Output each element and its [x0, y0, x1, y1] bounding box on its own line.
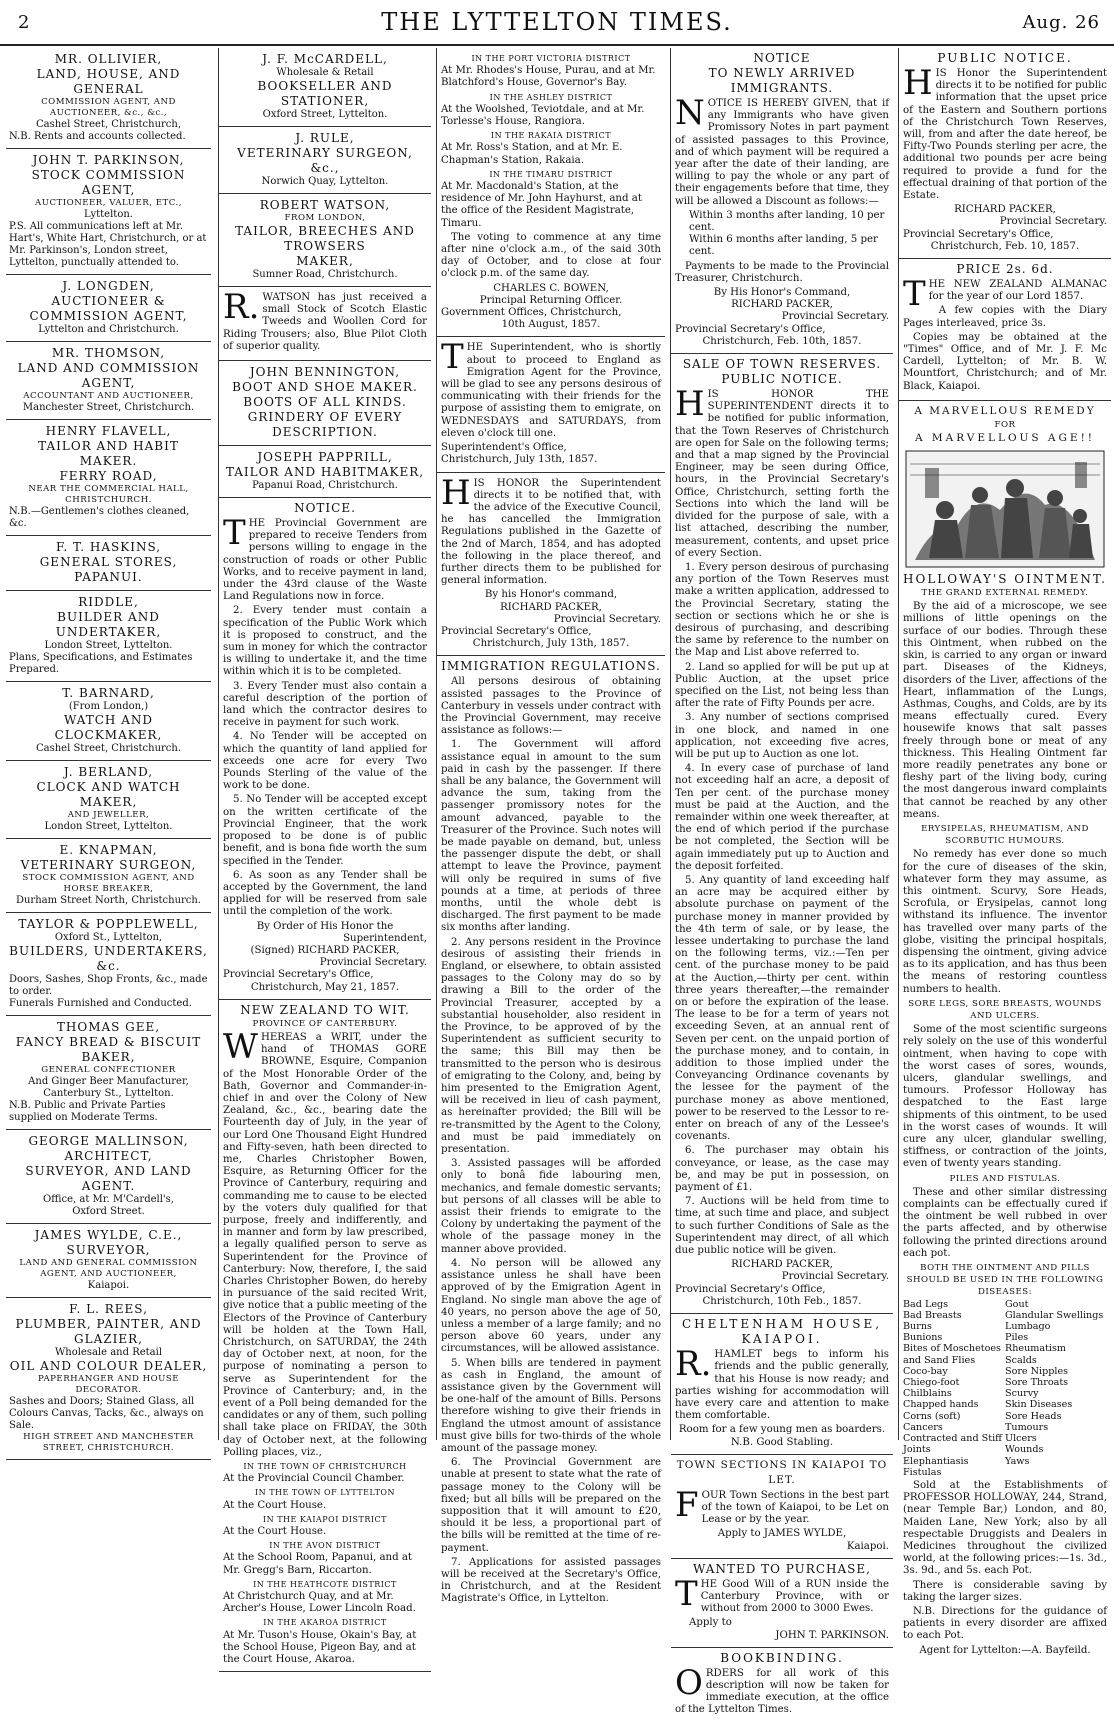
- drop-cap: R.: [223, 287, 260, 327]
- disease-item: Sore Nipples: [1005, 1365, 1069, 1377]
- district-heading: IN THE RAKAIA DISTRICT: [490, 131, 612, 141]
- writ-notice: NEW ZEALAND TO WIT. PROVINCE OF CANTERBURY. WHEREAS a WRIT, under the hand of THOMAS GORE BROWNE, Esquire, Companion of the Most Honorable Order of the Bath, Governor and Commander-in-chief in and over the Colony of New Zealand, &c., &c., bearing date the Fourteenth day of July, in the year of our Lord One Thousand Eight Hundred and Fifty-seven, hath been directed to me, Charles Christopher Bowen, Esquire, as Returning Officer for the Province of Canterbury, requiring and commanding me to cause to be elected by the voters duly qualified for that purpose, freely and indifferently, and in manner and form by law prescribed, a legally qualified person to serve as Superintendent for the Province of Canterbury: Now, therefore, I, the said Charles Christopher Bowen, do hereby in pursuance of the said recited Writ, give notice that a public meeting of the Electors of the Province of Canterbury will be holden at the Town Hall, Christchurch, on SATURDAY, the 24th day of October next, at noon, for the purpose of nominating a person to serve as Superintendent for the Province of Canterbury; and, in the event of a Poll being demanded for the candidates or any of them, such polling shall take place on FRIDAY, the 30th day of October next, at the following Polling places, viz., IN THE TOWN OF CHRISTCHURCH At the Provincial Council Chamber. IN THE TOWN OF LYTTELTON At the Court House. IN THE KAIAPOI DISTRICT At the Court House. IN THE AVON DISTRICT At the School Room, Papanui, and at Mr. Gregg's Barn, Riccarton. IN THE HEATHCOTE DISTRICT At Christchurch Quay, and at Mr. Archer's House, Lower Lincoln Road. IN THE AKAROA DISTRICT At Mr. Tuson's House, Okain's Bay, at the School House, Pigeon Bay, and at the Court House, Akaroa.: [219, 1000, 431, 1673]
- disease-item: Bunions: [903, 1332, 943, 1344]
- advertiser-name: MR. OLLIVIER,: [54, 52, 163, 66]
- drop-cap: T: [223, 513, 246, 554]
- disease-item: Chapped hands: [903, 1399, 979, 1411]
- drop-cap: F: [675, 1484, 699, 1525]
- disease-item: Sore Throats: [1005, 1377, 1069, 1389]
- disease-item: Lumbago: [1005, 1321, 1051, 1333]
- advertiser-name: F. L. REES,: [69, 1302, 148, 1316]
- business-card-ad: MR. OLLIVIER, LAND, HOUSE, AND GENERAL COMMISSION AGENT, AND AUCTIONEER, &c., &c., Cashel Street, Christchurch, N.B. Rents and accounts collected.: [6, 48, 211, 149]
- advertiser-name: JAMES WYLDE, C.E.,: [34, 1228, 183, 1242]
- business-card-ad: J. F. McCARDELL, Wholesale & Retail BOOKSELLER AND STATIONER, Oxford Street, Lyttelton.: [219, 48, 431, 127]
- bookbinding-ad: BOOKBINDING. ORDERS for all work of this description will now be taken for immediate execution, at the office of the Lyttelton Times.: [675, 1650, 889, 1716]
- business-card-ad: RIDDLE, BUILDER AND UNDERTAKER, London Street, Lyttelton. Plans, Specifications, and Estimates Prepared.: [6, 591, 211, 682]
- advertiser-name: JOHN BENNINGTON,: [249, 365, 401, 380]
- disease-item: Chilblains: [903, 1388, 952, 1400]
- issue-date: Aug. 26: [1022, 12, 1100, 33]
- business-card-ad: ROBERT WATSON, FROM LONDON, TAILOR, BREECHES AND TROWSERS MAKER, Sumner Road, Christchurch.: [219, 194, 431, 287]
- disease-item: Corns (soft): [903, 1410, 961, 1422]
- business-card-ad: J. LONGDEN, AUCTIONEER & COMMISSION AGENT, Lyttelton and Christchurch.: [6, 275, 211, 342]
- disease-item: Burns: [903, 1321, 932, 1333]
- disease-item: Wounds: [1005, 1444, 1044, 1456]
- advertiser-name: RIDDLE,: [78, 595, 139, 609]
- disease-item: Scurvy: [1005, 1388, 1039, 1400]
- notice-heading: IMMIGRATION REGULATIONS.: [441, 659, 661, 674]
- business-card-ad: JOHN T. PARKINSON, STOCK COMMISSION AGENT, AUCTIONEER, VALUER, ETC., Lyttelton. P.S. All communications left at Mr. Hart's, White Hart, Christchurch, or at Mr. Parkinson's, London street, Lyttelton, punctually attended to.: [6, 149, 211, 275]
- holloway-ointment-ad: A MARVELLOUS REMEDY FOR A MARVELLOUS AGE!! HOLLOWAY'S OINTMENT. THE GRAND EXTERNAL REMEDY. By the aid of a microscope, we see millions of little openings on the surface of our bodies. Through these this Ointment, when rubbed on the skin, is carried to any organ or inward part. Diseases of the Kidneys, disorders of the Liver, affections of the Heart, inflammation of the Lungs, Asthmas, Coughs, and Colds, are by its means effectually cured. Every housewife knows that salt passes freely through bone or meat of any thickness. This Healing Ointment far more readily penetrates any bone or fleshy part of the living body, curing the most dangerous inward complaints that cannot be reached by any other means. ERYSIPELAS, RHEUMATISM, AND SCORBUTIC HUMOURS. No remedy has ever done so much for the cure of diseases of the skin, whatever form they may assume, as this ointment. Scurvy, Sore Heads, Scrofula, or Erysipelas, cannot long withstand its influence. The inventor has travelled over many parts of the globe, visiting the principal hospitals, dispensing the ointment, giving advice as to its application, and has thus been the means of restoring countless numbers to health. SORE LEGS, SORE BREASTS, WOUNDS AND ULCERS. Some of the most scientific surgeons rely solely on the use of this wonderful ointment, when having to cope with the worst cases of sores, wounds, ulcers, glandular swellings, and tumours. Professor Holloway has despatched to the East large shipments of this ointment, to be used in the worst cases of wounds. It will cure any ulcer, glandular swelling, stiffness, or contraction of the joints, even of twenty years standing. PILES AND FISTULAS. These and other similar distressing complaints can be effectually cured if the ointment be well rubbed in over the parts affected, and by otherwise following the printed directions around each pot. BOTH THE OINTMENT AND PILLS SHOULD BE USED IN THE FOLLOWING DISEASES: Bad Legs Bad Breasts Burns Bunions Bites of Moschetoes and Sand Flies Coco-bay Chiego-foot Chilblains Chapped hands Corns (soft) Cancers Contracted and Stiff Joints Elephantiasis Fistulas Gout Glandular Swellings Lumbago Piles Rheumatism Scalds Sore Nipples Sore Throats Scurvy Skin Diseases Sore Heads Tumours Ulcers Wounds Yaws Sold at the Establishments of PROFESSOR HOLLOWAY, 244, Strand, (near Temple Bar,) London, and 80, Maiden Lane, New York; also by all respectable Druggists and Dealers in Medicines throughout the civilized world, at the following prices:—1s. 3d., 3s. 9d., and 5s. each Pot. There is considerable saving by taking the larger sizes. N.B. Directions for the guidance of patients in every disorder are affixed to each Pot. Agent for Lyttelton:—A. Bayfeild.: [903, 404, 1107, 1656]
- disease-item: Glandular Swellings: [1005, 1309, 1104, 1321]
- drop-cap: H: [675, 384, 705, 425]
- disease-item: Bad Breasts: [903, 1309, 962, 1321]
- wanted-to-purchase-ad: WANTED TO PURCHASE, THE Good Will of a RUN inside the Canterbury Province, with or without from 2000 to 3000 Ewes. Apply to JOHN T. PARKINSON.: [671, 1559, 893, 1648]
- kaiapoi-sections-ad: TOWN SECTIONS IN KAIAPOI TO LET. FOUR Town Sections in the best part of the town of Kaiapoi, to be Let on Lease or by the year. Apply to JAMES WYLDE, Kaiapoi.: [671, 1455, 893, 1559]
- business-card-ad: J. RULE, VETERINARY SURGEON, &c., Norwich Quay, Lyttelton.: [219, 127, 431, 194]
- advertiser-name: JOSEPH PAPPRILL,: [257, 450, 393, 465]
- advertiser-name: GEORGE MALLINSON,: [28, 1134, 189, 1148]
- column-4: [670, 48, 893, 1716]
- disease-item: Cancers: [903, 1421, 943, 1433]
- honor-notice: HIS HONOR the Superintendent directs it to be notified that, with the advice of the Executive Council, he has cancelled the Immigration Regulations published in the Gazette of the 2nd of March, 1854, and has adopted the following in the place thereof, and further directs them to be published for general information. By his Honor's command, RICHARD PACKER, Provincial Secretary. Provincial Secretary's Office, Christchurch, July 13th, 1857.: [437, 473, 665, 657]
- town-reserves-notice: SALE OF TOWN RESERVES. PUBLIC NOTICE. HIS HONOR THE SUPERINTENDENT directs it to be notified for public information, that the Town Reserves of Christchurch are open for Sale on the following terms; and that a map signed by the Provincial Engineer, may be seen during Office, hours, in the Provincial Secretary's Office, Christchurch, setting forth the Sections into which the land will be divided for the purpose of sale, with a list attached, describing the number, measurement, contents, and upset price of every Section. 1. Every person desirous of purchasing any portion of the Town Reserves must make a written application, addressed to the Provincial Secretary, stating the section or sections which he or she is desirous of purchasing, and describing the same by reference to the number on the Map and List above referred to. 2. Land so applied for will be put up at Public Auction, at the upset price specified on the List, not being less than after the rate of Fifty Pounds per acre. 3. Any number of sections comprised in one block, and named in one application, not exceeding five acres, will be put up to Auction as one lot. 4. In every case of purchase of land not exceeding half an acre, a deposit of Ten per cent. of the purchase money must be paid at the Auction, and the remainder within one week thereafter, at the end of which period if the purchase be not completed, the Section will be again immediately put up to Auction and the deposit forfeited. 5. Any quantity of land exceeding half an acre may be acquired either by absolute purchase on payment of the purchase money in manner provided by the 4th term of sale, or by lease, the lessee undertaking to purchase the land on the following terms, viz.:—Ten per cent. of the purchase money to be paid at the Auction,—thirty per cent. within three years thereafter,—the remainder on or before the expiration of the lease. The lease to be for a term of years not exceeding Seven, at an annual rent of Seven per cent. on the unpaid portion of the purchase money, and to contain, in addition to those implied under the Conveyancing Ordinance covenants by the lessee for the payment of the purchase money as above mentioned, power to be reserved to the Lessor to re-enter on breach of any of the Lessee's covenants. 6. The purchaser may obtain his conveyance, or lease, as the case may be, and may be put in possession, on payment of £1. 7. Auctions will be held from time to time, at such time and place, and subject to such further Conditions of Sale as the Superintendent may direct, of all which due public notice will be given. RICHARD PACKER, Provincial Secretary. Provincial Secretary's Office, Christchurch, 10th Feb., 1857.: [671, 354, 893, 1314]
- district-heading: IN THE TOWN OF CHRISTCHURCH: [243, 1462, 407, 1472]
- notice-heading: NOTICE.: [294, 501, 356, 516]
- column-2: [218, 48, 431, 1666]
- business-card-ad: JOSEPH PAPPRILL, TAILOR AND HABITMAKER, Papanui Road, Christchurch.: [219, 446, 431, 498]
- disease-item: Chiego-foot: [903, 1377, 960, 1389]
- engraving-illustration: [905, 450, 1105, 568]
- advertiser-name: HENRY FLAVELL,: [45, 424, 172, 438]
- district-heading: IN THE TIMARU DISTRICT: [489, 169, 613, 179]
- advertiser-name: J. RULE,: [295, 131, 355, 145]
- notice-heading: NEW ZEALAND TO WIT.: [240, 1002, 410, 1017]
- drop-cap: N: [675, 93, 705, 133]
- business-card-ad: J. BERLAND, CLOCK AND WATCH MAKER, AND JEWELLER, London Street, Lyttelton.: [6, 761, 211, 839]
- page-number: 2: [18, 12, 30, 33]
- advertiser-name: ROBERT WATSON,: [259, 198, 391, 212]
- drop-cap: T: [675, 1573, 698, 1614]
- disease-item: Gout: [1005, 1298, 1029, 1310]
- business-card-ad: MR. THOMSON, LAND AND COMMISSION AGENT, ACCOUNTANT AND AUCTIONEER, Manchester Street, Christchurch.: [6, 342, 211, 420]
- advertiser-name: JOHN T. PARKINSON,: [32, 153, 185, 167]
- disease-item: Coco-bay: [903, 1365, 948, 1377]
- disease-item: Skin Diseases: [1005, 1399, 1073, 1411]
- business-card-ad: THOMAS GEE, FANCY BREAD & BISCUIT BAKER, GENERAL CONFECTIONER And Ginger Beer Manufacturer, Canterbury St., Lyttelton. N.B. Public and Private Parties supplied on Moderate Terms.: [6, 1016, 211, 1130]
- district-heading: IN THE AVON DISTRICT: [269, 1541, 381, 1551]
- disease-item: Contracted and Stiff Joints: [903, 1433, 1002, 1456]
- advertiser-name: TAYLOR & POPPLEWELL,: [18, 917, 199, 931]
- polling-places: IN THE PORT VICTORIA DISTRICT At Mr. Rhodes's House, Purau, and at Mr. Blatchford's House, Governor's Bay. IN THE ASHLEY DISTRICT At the Woolshed, Teviotdale, and at Mr. Torlesse's House, Rangiora. IN THE RAKAIA DISTRICT At Mr. Ross's Station, and at Mr. E. Chapman's Station, Rakaia. IN THE TIMARU DISTRICT At Mr. Macdonald's Station, at the residence of Mr. John Hayhurst, and at the office of the Resident Magistrate, Timaru. The voting to commence at any time after nine o'clock a.m., of the said 30th day of October, and to close at four o'clock p.m. of the same day. CHARLES C. BOWEN, Principal Returning Officer. Government Offices, Christchurch, 10th August, 1857.: [437, 48, 665, 337]
- drop-cap: T: [903, 274, 926, 315]
- business-card-ad: JOHN BENNINGTON, BOOT AND SHOE MAKER. BOOTS OF ALL KINDS. GRINDERY OF EVERY DESCRIPTION.: [219, 361, 431, 446]
- disease-item: Rheumatism: [1005, 1343, 1067, 1355]
- drop-cap: R.: [675, 1344, 712, 1385]
- watson-notice: R. WATSON has just received a small Stock of Scotch Elastic Tweeds and Woollen Cord for Riding Trousers; also, Blue Pilot Cloth of superior quality.: [219, 287, 431, 361]
- drop-cap: H: [903, 63, 933, 103]
- diseases-list: [903, 1299, 1107, 1478]
- district-heading: IN THE AKAROA DISTRICT: [263, 1618, 387, 1628]
- business-card-ad: E. KNAPMAN, VETERINARY SURGEON, STOCK COMMISSION AGENT, AND HORSE BREAKER, Durham Street North, Christchurch.: [6, 839, 211, 913]
- advertiser-name: F. T. HASKINS,: [55, 540, 162, 554]
- newly-arrived-notice: NOTICE TO NEWLY ARRIVED IMMIGRANTS. NOTICE IS HEREBY GIVEN, that if any Immigrants who have given Promissory Notes in part payment of assisted passages to this Province, and of which payment will be required a year after the date of their landing, are willing to pay the whole or any part of their engagements before that time, they will be allowed a Discount as follows:— Within 3 months after landing, 10 per cent. Within 6 months after landing, 5 per cent. Payments to be made to the Provincial Treasurer, Christchurch. By His Honor's Command, RICHARD PACKER, Provincial Secretary. Provincial Secretary's Office, Christchurch, Feb. 10th, 1857.: [671, 48, 893, 354]
- disease-item: Piles: [1005, 1332, 1029, 1344]
- column-5: [898, 48, 1111, 1656]
- cheltenham-house-ad: CHELTENHAM HOUSE, KAIAPOI. R. HAMLET begs to inform his friends and the public generally, that his House is now ready; and parties wishing for accommodation will have every care and attention to make them comfortable. Room for a few young men as boarders. N.B. Good Stabling.: [671, 1314, 893, 1455]
- advertiser-name: J. F. McCARDELL,: [262, 52, 388, 66]
- disease-item: Ulcers: [1005, 1433, 1037, 1445]
- business-card-ad: HENRY FLAVELL, TAILOR AND HABIT MAKER. FERRY ROAD, NEAR THE COMMERCIAL HALL, CHRISTCHURCH. N.B.—Gentlemen's clothes cleaned, &c.: [6, 420, 211, 536]
- disease-item: Tumours: [1005, 1421, 1049, 1433]
- advertiser-name: THOMAS GEE,: [56, 1020, 161, 1034]
- disease-item: Scalds: [1005, 1354, 1037, 1366]
- disease-item: Yaws: [1005, 1455, 1030, 1467]
- column-1: [6, 48, 211, 1453]
- column-3: [436, 48, 665, 1605]
- district-heading: IN THE KAIAPOI DISTRICT: [263, 1514, 387, 1524]
- drop-cap: T: [441, 337, 464, 378]
- immigration-regulations: IMMIGRATION REGULATIONS. All persons desirous of obtaining assisted passages to the Province of Canterbury in vessels under contract with the Provincial Government, may receive assistance as follows:— 1. The Government will afford assistance equal in amount to the sum paid in cash by the passenger. If there shall be any balance, the Government will advance the sum, taking from the passenger promissory notes for the amount advanced, payable to the Treasurer of the Province. Such notes will be made payable on demand, but, unless the passenger dispute the debt, or shall attempt to leave the Province, payment will only be required in sums of five pounds at a time, at periods of three months, until the whole debt is discharged. The first payment to be made six months after landing. 2. Any persons resident in the Province desirous of assisting their friends in England, or elsewhere, to obtain assisted passages to the Colony may do so by drawing a Bill to the order of the Provincial Treasurer, accepted by a substantial householder, also resident in the Province, to be approved of by the Superintendent as sufficient security to the same; this Bill may then be transmitted to the person who is desirous of emigrating to the Colony, and, being by him presented to the Emigration Agent, will be received in lieu of cash payment, as hereinafter provided; the Bill will be re-transmitted by the Agent to the Colony, and must be paid immediately on presentation. 3. Assisted passages will be afforded only to bonâ fide labouring men, mechanics, and female domestic servants; but persons of all classes will be able to assist their friends to emigrate to the Colony by undertaking the payment of the whole of the passage money in the manner above provided. 4. No person will be allowed any assistance unless he shall have been approved of by the Emigration Agent in England. No single man above the age of 40 years, no person above the age of 50, unless a member of a large family; and no person above 60 years, under any circumstances, will be allowed assistance. 5. When bills are tendered in payment as cash in England, the amount of assistance given by the Government will be one-half of the amount of Bills. Persons therefore wishing to give their friends in England the utmost amount of assistance must give bills for two-thirds of the whole amount of the passage money. 6. The Provincial Government are unable at present to state what the rate of passage money to the Colony will be fixed; but all bills will be prepared on the supposition that it will amount to £20, should it be less, a proportional part of the bills will be remitted at the time of re-payment. 7. Applications for assisted passages will be received at the Secretary's Office, in Christchurch, and at the Resident Magistrate's Office, in Lyttelton.: [441, 659, 661, 1605]
- business-card-ad: TAYLOR & POPPLEWELL, Oxford St., Lyttelton, BUILDERS, UNDERTAKERS, &c. Doors, Sashes, Shop Fronts, &c., made to order. Funerals Furnished and Conducted.: [6, 913, 211, 1016]
- business-card-ad: JAMES WYLDE, C.E., SURVEYOR, LAND AND GENERAL COMMISSION AGENT, AND AUCTIONEER, Kaiapoi.: [6, 1224, 211, 1298]
- drop-cap: O: [675, 1662, 703, 1703]
- masthead: [0, 0, 1114, 46]
- drop-cap: H: [441, 472, 471, 513]
- business-card-ad: F. T. HASKINS, GENERAL STORES, PAPANUI.: [6, 536, 211, 591]
- advertiser-name: J. LONGDEN,: [62, 279, 155, 293]
- business-card-ad: F. L. REES, PLUMBER, PAINTER, AND GLAZIER, Wholesale and Retail OIL AND COLOUR DEALER, PAPERHANGER AND HOUSE DECORATOR. Sashes and Doors; Stained Glass, all Colours Canvas, Tacks, &c., always on Sale. HIGH STREET AND MANCHESTER STREET, CHRISTCHURCH.: [6, 1298, 211, 1460]
- newspaper-title: THE LYTTELTON TIMES.: [381, 8, 733, 36]
- district-heading: IN THE PORT VICTORIA DISTRICT: [471, 54, 631, 63]
- disease-item: Elephantiasis: [903, 1455, 969, 1467]
- disease-item: Bites of Moschetoes and Sand Flies: [903, 1343, 1001, 1366]
- district-heading: IN THE HEATHCOTE DISTRICT: [253, 1579, 397, 1589]
- district-heading: IN THE TOWN OF LYTTELTON: [254, 1488, 395, 1498]
- business-card-ad: GEORGE MALLINSON, ARCHITECT, SURVEYOR, AND LAND AGENT. Office, at Mr. M'Cardell's, Oxford Street.: [6, 1130, 211, 1224]
- district-heading: IN THE ASHLEY DISTRICT: [489, 92, 613, 102]
- public-notice: PUBLIC NOTICE. HIS Honor the Superintendent directs it to be notified for public information that the upset price of the Eastern and Southern portions of the Christchurch Town Reserves, will, from and after the date hereof, be Fifty-Two Pounds sterling per acre, the additional two pounds per acre being required to provide a fund for the effectual draining of that portion of the Estate. RICHARD PACKER, Provincial Secretary. Provincial Secretary's Office, Christchurch, Feb. 10, 1857.: [899, 48, 1111, 259]
- superintendent-notice: THE Superintendent, who is shortly about to proceed to England as Emigration Agent for the Province, will be glad to see any persons desirous of communicating with their friends for the purpose of assisting them to emigrate, on WEDNESDAYS and SATURDAYS, from eleven o'clock till one. Superintendent's Office, Christchurch, July 13th, 1857.: [437, 337, 665, 472]
- disease-item: Fistulas: [903, 1466, 942, 1478]
- almanac-ad: PRICE 2s. 6d. THE NEW ZEALAND ALMANAC for the year of our Lord 1857. A few copies with the Diary Pages interleaved, price 3s. Copies may be obtained at the "Times" Office, and of Mr. J. F. Mc Cardell, Lyttelton; of Mr. B. W. Mountfort, Christchurch; and of Mr. Black, Kaiapoi.: [899, 259, 1111, 401]
- advertiser-name: MR. THOMSON,: [51, 346, 166, 360]
- advertiser-name: T. BARNARD,: [62, 686, 155, 700]
- advertiser-name: E. KNAPMAN,: [59, 843, 158, 857]
- drop-cap: W: [223, 1026, 258, 1067]
- business-card-ad: T. BARNARD, (From London,) WATCH AND CLOCKMAKER, Cashel Street, Christchurch.: [6, 682, 211, 761]
- disease-item: Sore Heads: [1005, 1410, 1062, 1422]
- disease-item: Bad Legs: [903, 1298, 949, 1310]
- advertiser-name: J. BERLAND,: [63, 765, 154, 779]
- tender-notice: NOTICE. THE Provincial Government are prepared to receive Tenders from persons willing to engage in the construction of roads or other Public Works, and to receive payment in land, under the 43rd clause of the Waste Land Regulations now in force. 2. Every tender must contain a specification of the Public Work which it is proposed to construct, and the sum in money for which the contractor is willing to undertake it, and the time within which it is to be completed. 3. Every Tender must also contain a careful description of the portion of land which the contractor desires to receive in payment for such work. 4. No Tender will be accepted on which the quantity of land applied for exceeds one acre for every Two Pounds Sterling of the value of the work to be done. 5. No Tender will be accepted except on the written certificate of the Provincial Engineer, that the work proposed to be done is of public benefit, and is bona fide worth the sum specified in the Tender. 6. As soon as any Tender shall be accepted by the Government, the land applied for will be reserved from sale until the completion of the work. By Order of His Honor the Superintendent, (Signed) RICHARD PACKER, Provincial Secretary. Provincial Secretary's Office, Christchurch, May 21, 1857.: [219, 498, 431, 1000]
